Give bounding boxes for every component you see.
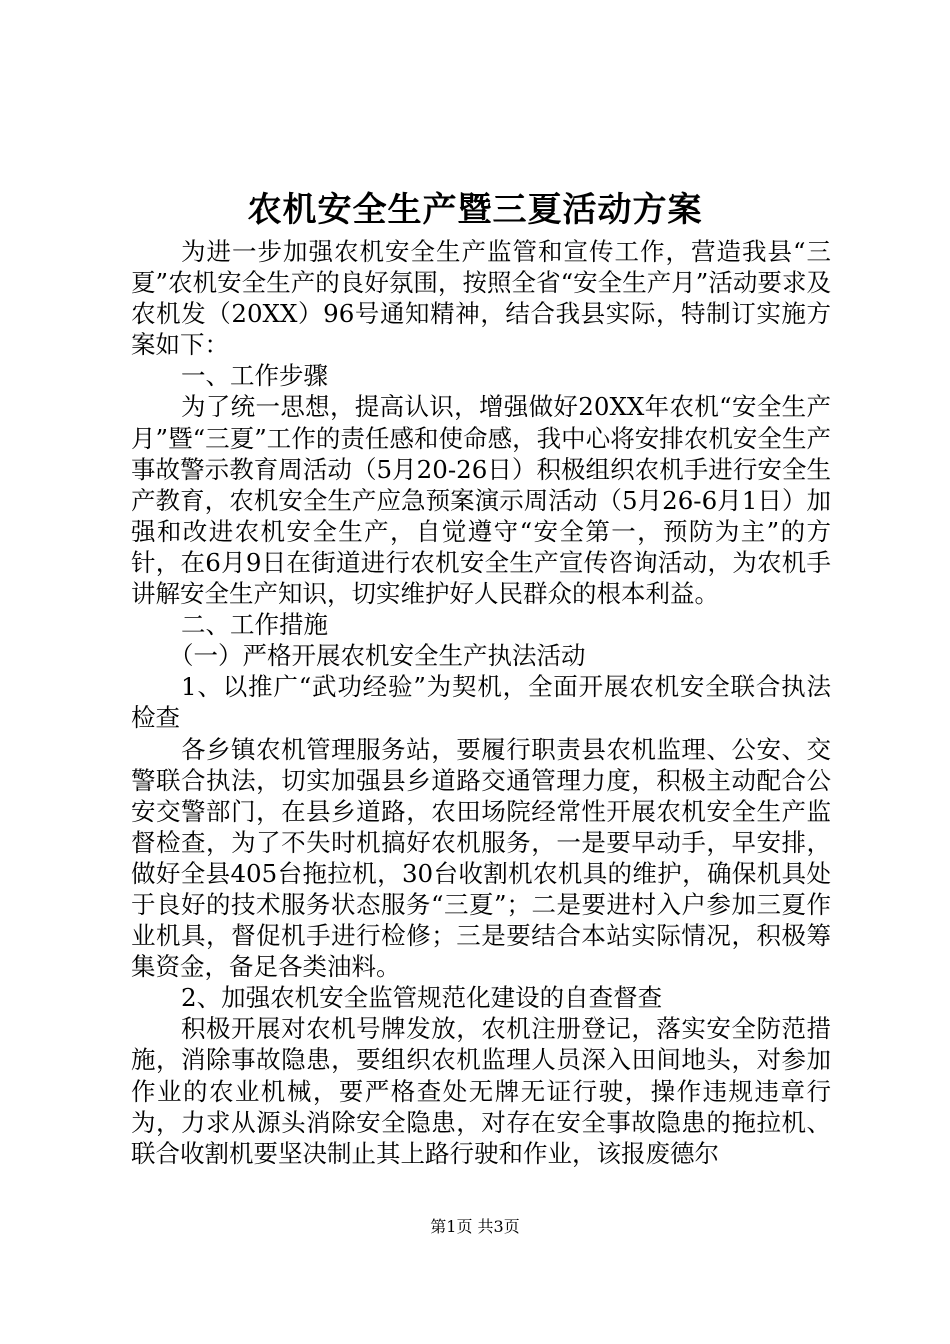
page-number-footer: 第1页 共3页 bbox=[430, 1217, 520, 1236]
joint-inspection-paragraph: 各乡镇农机管理服务站，要履行职责县农机监理、公安、交警联合执法，切实加强县乡道路交通管理力度，积极主动配合公安交警部门，在县乡道路，农田场院经常性开展农机安全生产监督检查，为了不失时机搞好农机服务，一是要早动手，早安排，做好全县405台拖拉机，30台收割机农机具的维护，确保机具处于良好的技术服务状态服务“三夏”；二是要进村入户参加三夏作业机具，督促机手进行检修；三是要结合本站实际情况，积极筹集资金，备足各类油料。 bbox=[131, 734, 831, 982]
item-heading-self-inspection: 2、加强农机安全监管规范化建设的自查督查 bbox=[181, 983, 663, 1013]
document-title: 农机安全生产暨三夏活动方案 bbox=[247, 190, 703, 230]
steps-paragraph: 为了统一思想，提高认识，增强做好20XX年农机“安全生产月”暨“三夏”工作的责任感和使命感，我中心将安排农机安全生产事故警示教育周活动（5月20-26日）积极组织农机手进行安全生产教育，农机安全生产应急预案演示周活动（5月26-6月1日）加强和改进农机安全生产，自觉遵守“安全第一，预防为主”的方针，在6月9日在街道进行农机安全生产宣传咨询活动，为农机手讲解安全生产知识，切实维护好人民群众的根本利益。 bbox=[131, 392, 831, 609]
section-heading-steps: 一、工作步骤 bbox=[181, 361, 328, 391]
section-heading-measures: 二、工作措施 bbox=[181, 610, 328, 640]
self-inspection-paragraph: 积极开展对农机号牌发放，农机注册登记，落实安全防范措施，消除事故隐患，要组织农机监理人员深入田间地头，对参加作业的农业机械，要严格查处无牌无证行驶，操作违规违章行为，力求从源头消除安全隐患，对存在安全事故隐患的拖拉机、联合收割机要坚决制止其上路行驶和作业，该报废德尔 bbox=[131, 1014, 831, 1168]
document-body bbox=[131, 236, 831, 1169]
intro-paragraph: 为进一步加强农机安全生产监管和宣传工作，营造我县“三夏”农机安全生产的良好氛围，按照全省“安全生产月”活动要求及农机发（20XX）96号通知精神，结合我县实际，特制订实施方案如下： bbox=[131, 237, 831, 360]
subsection-heading-enforcement: （一）严格开展农机安全生产执法活动 bbox=[169, 641, 586, 671]
item-heading-joint-inspection: 1、以推广“武功经验”为契机，全面开展农机安全联合执法检查 bbox=[131, 672, 831, 733]
